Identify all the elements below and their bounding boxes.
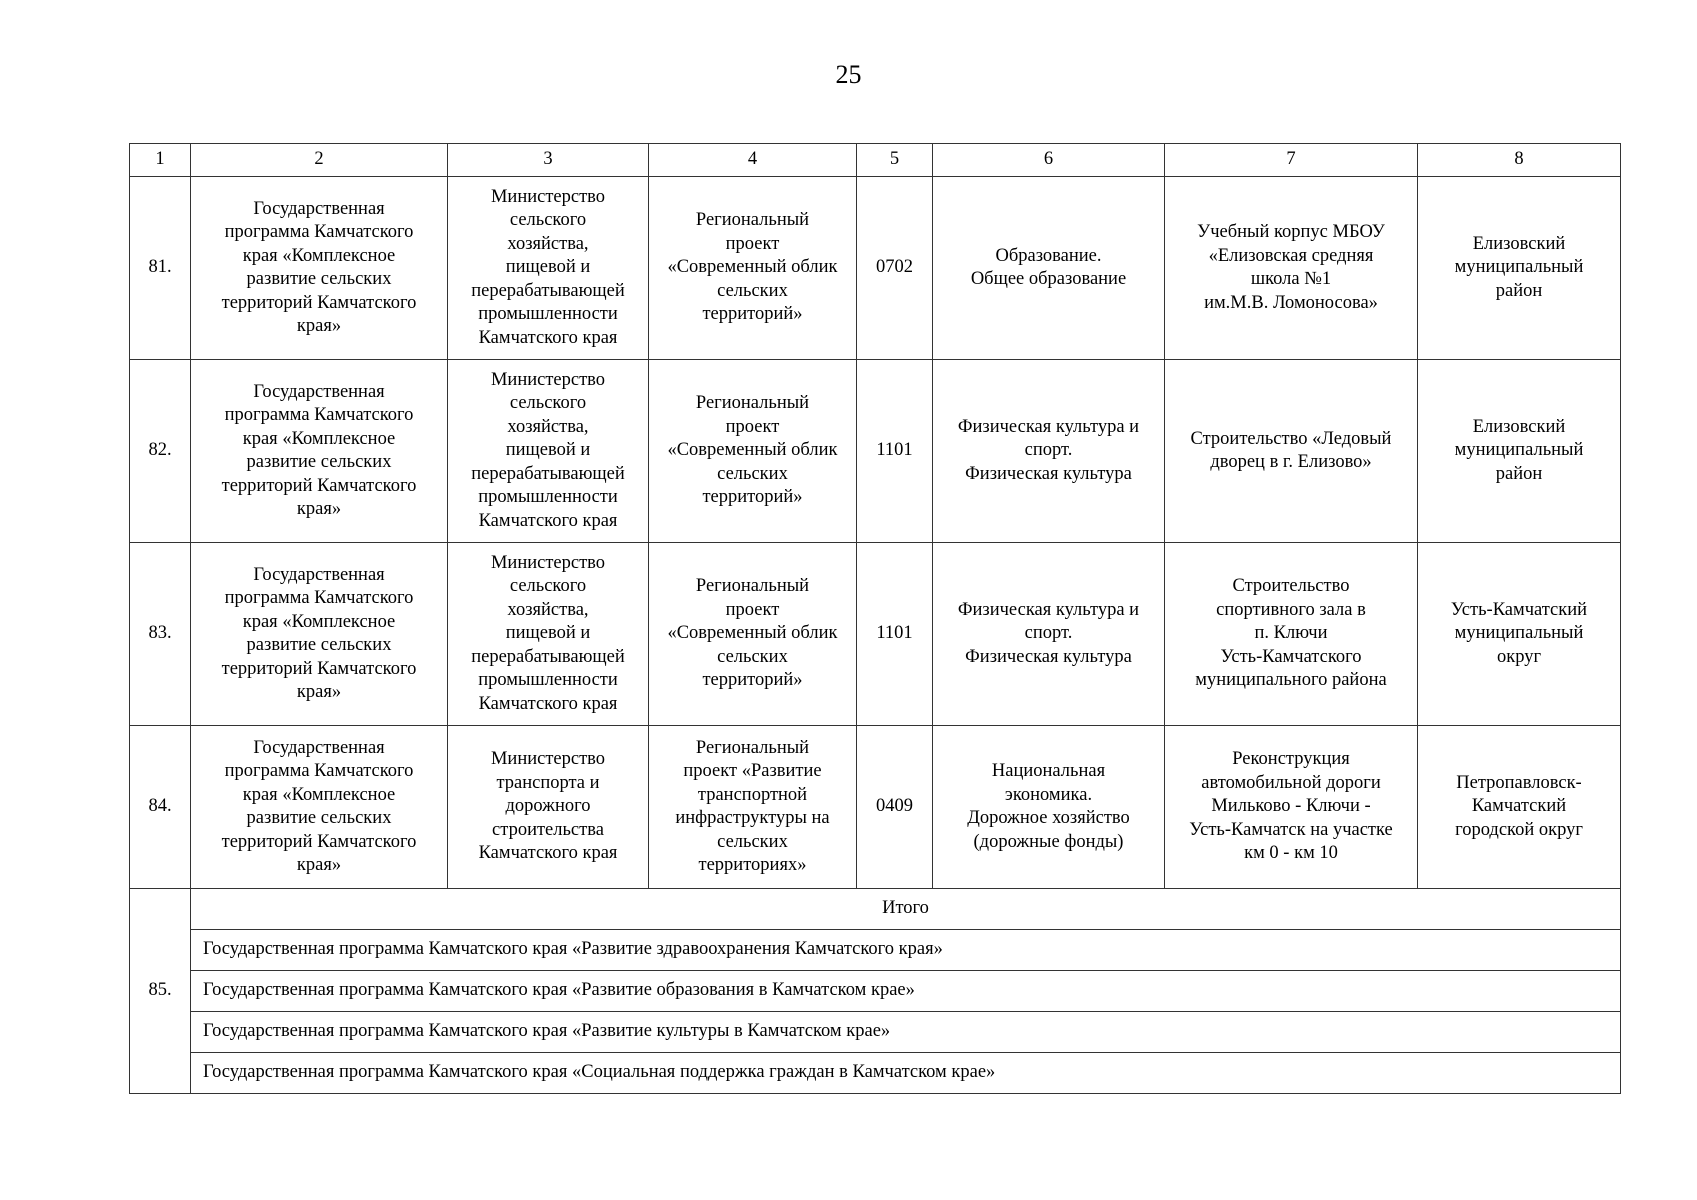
cell-line: Региональный (695, 393, 810, 414)
cell-line: Региональный (695, 737, 810, 758)
total-row (130, 889, 1621, 930)
cell-line: Региональный (695, 210, 810, 231)
cell-line: район (1495, 463, 1543, 484)
total-program: Государственная программа Камчатского края «Развитие культуры в Камчатском крае» (191, 1012, 1621, 1053)
cell-line: Физическая культура и (957, 416, 1140, 437)
code-cell: 0409 (857, 726, 933, 889)
project-cell (649, 177, 857, 360)
cell-line: Камчатского края (478, 510, 618, 531)
cell-line: края «Комплексное (242, 245, 396, 266)
cell-line: пищевой и (505, 623, 591, 644)
total-program: Государственная программа Камчатского края «Социальная поддержка граждан в Камчатском крае» (191, 1053, 1621, 1094)
cell-line: территорий Камчатского (221, 831, 417, 852)
cell-line: развитие сельских (246, 269, 392, 289)
cell-line: Усть-Камчатский (1450, 599, 1588, 620)
cell-line: Строительство «Ледовый (1190, 428, 1392, 449)
header-cell: 4 (649, 144, 857, 177)
cell-line: сельских (717, 646, 788, 667)
total-program-row (130, 1012, 1621, 1053)
cell-line: «Современный облик (667, 623, 838, 644)
cell-line: Строительство (1232, 576, 1350, 597)
cell-line: развитие сельских (246, 635, 392, 655)
object-cell (1165, 360, 1418, 543)
code-cell: 1101 (857, 360, 933, 543)
cell-line: территорий» (702, 670, 803, 691)
cell-line: Елизовский (1472, 416, 1566, 437)
cell-line: программа Камчатского (224, 222, 414, 242)
project-cell (649, 360, 857, 543)
total-program-row (130, 1053, 1621, 1094)
cell-line: муниципального района (1195, 670, 1387, 691)
cell-line: Министерство (490, 369, 606, 390)
cell-line: Министерство (490, 552, 606, 573)
cell-line: территориях» (698, 855, 807, 875)
cell-line: спорт. (1024, 440, 1073, 461)
cell-line: проект «Развитие (683, 761, 822, 781)
cell-line: им.М.В. Ломоносова» (1204, 292, 1378, 313)
code-cell: 1101 (857, 543, 933, 726)
cell-line: Физическая культура (965, 463, 1132, 484)
municipality-cell (1418, 177, 1621, 360)
cell-line: спортивного зала в (1216, 599, 1366, 620)
cell-line: промышленности (478, 304, 618, 325)
cell-line: Физическая культура (965, 646, 1132, 667)
cell-line: края «Комплексное (242, 611, 396, 632)
header-cell: 7 (1165, 144, 1418, 177)
cell-line: «Елизовская средняя (1208, 245, 1374, 266)
cell-line: (дорожные фонды) (973, 831, 1124, 852)
cell-line: развитие сельских (246, 452, 392, 472)
cell-line: сельских (717, 463, 788, 484)
cell-line: Государственная (253, 381, 385, 402)
cell-line: сельского (509, 576, 587, 597)
program-cell (191, 543, 448, 726)
cell-line: территорий Камчатского (221, 292, 417, 313)
object-cell (1165, 726, 1418, 889)
cell-line: Образование. (995, 245, 1102, 266)
cell-line: проект (725, 416, 780, 437)
cell-line: строительства (492, 819, 604, 840)
object-cell (1165, 177, 1418, 360)
cell-line: дворец в г. Елизово» (1210, 452, 1372, 472)
header-cell: 5 (857, 144, 933, 177)
cell-line: пищевой и (505, 257, 591, 278)
section-cell (933, 543, 1165, 726)
table-row (130, 177, 1621, 360)
cell-line: программа Камчатского (224, 761, 414, 781)
header-cell: 8 (1418, 144, 1621, 177)
cell-line: Физическая культура и (957, 599, 1140, 620)
cell-line: Государственная (253, 198, 385, 219)
cell-line: Усть-Камчатского (1220, 646, 1362, 667)
cell-line: экономика. (1004, 784, 1093, 805)
cell-line: «Современный облик (667, 257, 838, 278)
cell-line: Камчатского края (478, 327, 618, 348)
cell-line: промышленности (478, 487, 618, 508)
cell-line: район (1495, 280, 1543, 301)
program-cell (191, 726, 448, 889)
section-cell (933, 177, 1165, 360)
cell-line: инфраструктуры на (675, 808, 830, 828)
cell-line: хозяйства, (507, 416, 589, 437)
cell-line: края «Комплексное (242, 784, 396, 805)
total-program: Государственная программа Камчатского края «Развитие здравоохранения Камчатского края» (191, 930, 1621, 971)
cell-line: территорий» (702, 304, 803, 325)
cell-line: проект (725, 599, 780, 620)
total-program: Государственная программа Камчатского края «Развитие образования в Камчатском крае» (191, 971, 1621, 1012)
cell-line: Усть-Камчатск на участке (1189, 819, 1393, 840)
municipality-cell (1418, 360, 1621, 543)
cell-line: хозяйства, (507, 599, 589, 620)
cell-line: края» (296, 499, 342, 519)
cell-line: Государственная (253, 564, 385, 585)
cell-line: Дорожное хозяйство (967, 808, 1130, 828)
municipality-cell (1418, 726, 1621, 889)
cell-line: программа Камчатского (224, 588, 414, 608)
cell-line: сельских (717, 831, 788, 852)
cell-line: сельских (717, 280, 788, 301)
project-cell (649, 726, 857, 889)
cell-line: «Современный облик (667, 440, 838, 461)
cell-line: Национальная (991, 761, 1106, 781)
cell-line: края» (296, 855, 342, 875)
cell-line: хозяйства, (507, 233, 589, 254)
table-row (130, 726, 1621, 889)
cell-line: Камчатского края (478, 693, 618, 714)
object-cell (1165, 543, 1418, 726)
cell-line: Учебный корпус МБОУ (1197, 222, 1385, 242)
cell-line: спорт. (1024, 623, 1073, 644)
total-program-row (130, 971, 1621, 1012)
cell-line: округ (1496, 646, 1542, 667)
cell-line: Общее образование (970, 269, 1127, 289)
ministry-cell (448, 726, 649, 889)
cell-line: развитие сельских (246, 808, 392, 828)
row-number: 82. (130, 360, 191, 543)
cell-line: сельского (509, 393, 587, 414)
cell-line: транспорта и (496, 772, 600, 793)
cell-line: дорожного (505, 796, 591, 817)
total-program-row (130, 930, 1621, 971)
cell-line: перерабатывающей (471, 463, 625, 484)
cell-line: автомобильной дороги (1201, 772, 1381, 793)
cell-line: муниципальный (1454, 440, 1584, 461)
objects-table (129, 143, 1621, 1094)
project-cell (649, 543, 857, 726)
cell-line: Камчатского края (478, 843, 618, 864)
header-cell: 3 (448, 144, 649, 177)
row-number: 85. (130, 889, 191, 1094)
code-cell: 0702 (857, 177, 933, 360)
header-cell: 1 (130, 144, 191, 177)
row-number: 81. (130, 177, 191, 360)
ministry-cell (448, 360, 649, 543)
cell-line: городской округ (1455, 819, 1583, 840)
cell-line: перерабатывающей (471, 280, 625, 301)
cell-line: Региональный (695, 576, 810, 597)
cell-line: школа №1 (1250, 269, 1332, 289)
cell-line: территорий Камчатского (221, 475, 417, 496)
cell-line: края» (296, 316, 342, 336)
cell-line: Государственная (253, 737, 385, 758)
cell-line: км 0 - км 10 (1244, 843, 1338, 864)
table-row (130, 543, 1621, 726)
cell-line: пищевой и (505, 440, 591, 461)
section-cell (933, 360, 1165, 543)
cell-line: Мильково - Ключи - (1211, 796, 1371, 817)
row-number: 84. (130, 726, 191, 889)
ministry-cell (448, 543, 649, 726)
cell-line: территорий» (702, 487, 803, 508)
municipality-cell (1418, 543, 1621, 726)
total-label: Итого (191, 889, 1621, 930)
cell-line: Министерство (490, 186, 606, 207)
header-cell: 6 (933, 144, 1165, 177)
table-row (130, 360, 1621, 543)
cell-line: муниципальный (1454, 623, 1584, 644)
cell-line: сельского (509, 210, 587, 231)
cell-line: Реконструкция (1232, 749, 1350, 770)
cell-line: края» (296, 682, 342, 702)
cell-line: программа Камчатского (224, 405, 414, 425)
section-cell (933, 726, 1165, 889)
cell-line: перерабатывающей (471, 646, 625, 667)
cell-line: п. Ключи (1254, 623, 1328, 644)
cell-line: Камчатский (1471, 796, 1567, 817)
cell-line: Петропавловск- (1456, 772, 1582, 793)
ministry-cell (448, 177, 649, 360)
header-cell: 2 (191, 144, 448, 177)
cell-line: проект (725, 233, 780, 254)
cell-line: Министерство (490, 749, 606, 770)
program-cell (191, 360, 448, 543)
cell-line: транспортной (697, 784, 808, 805)
program-cell (191, 177, 448, 360)
cell-line: промышленности (478, 670, 618, 691)
cell-line: Елизовский (1472, 233, 1566, 254)
row-number: 83. (130, 543, 191, 726)
header-row (130, 144, 1621, 177)
cell-line: края «Комплексное (242, 428, 396, 449)
page-number: 25 (835, 60, 862, 89)
cell-line: территорий Камчатского (221, 658, 417, 679)
cell-line: муниципальный (1454, 257, 1584, 278)
